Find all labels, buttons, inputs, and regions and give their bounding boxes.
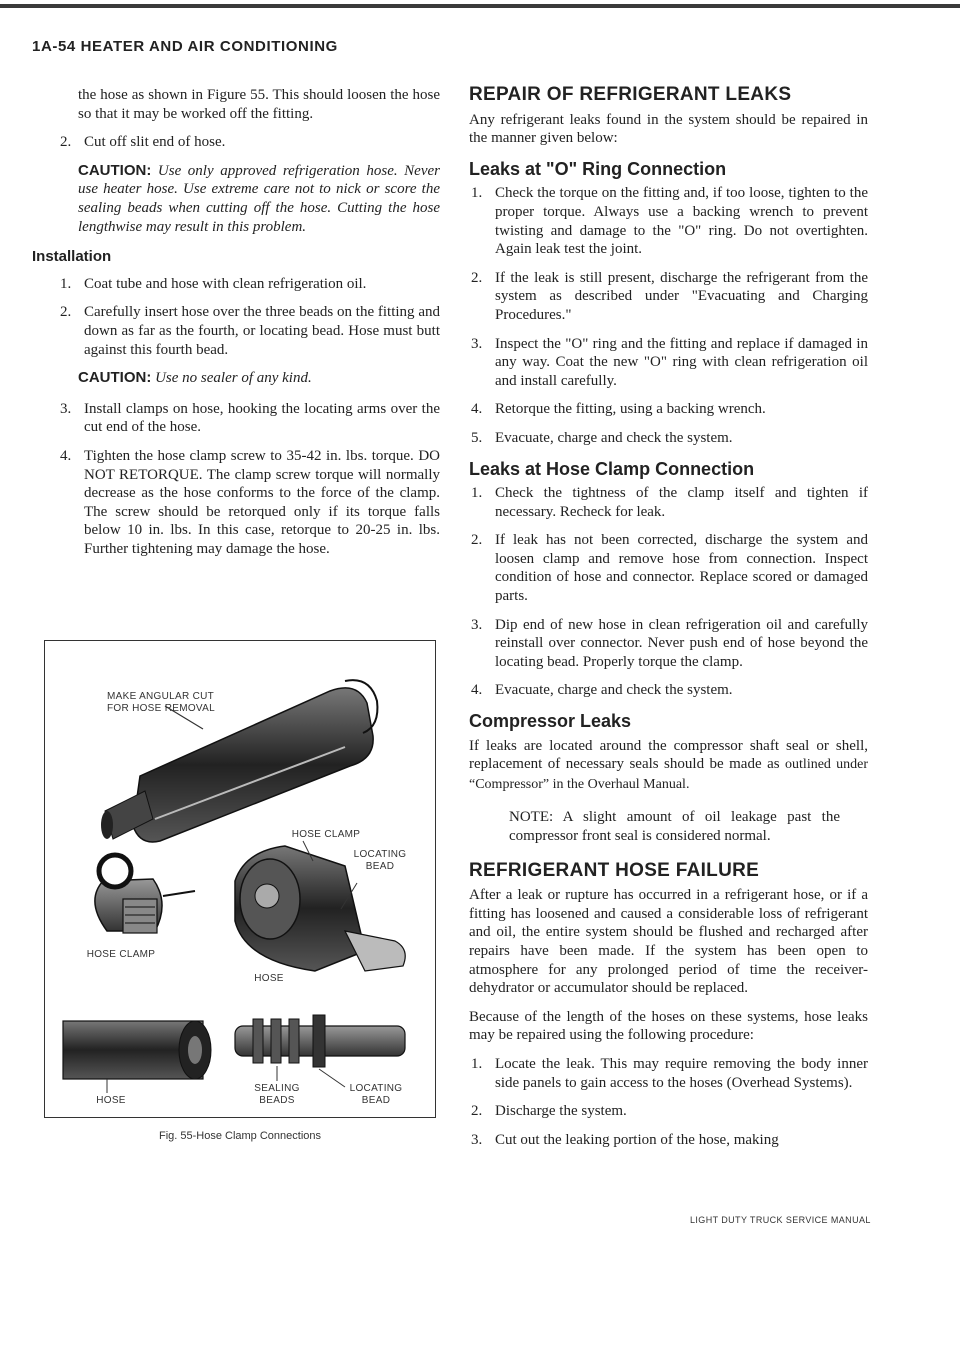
hose-clamp-steps [469,484,868,700]
caution-label: CAUTION: [78,369,152,387]
hose-clamp-drawing [95,855,195,933]
step-text: Evacuate, charge and check the system. [495,682,733,699]
hose-failure-paragraph-2: Because of the length of the hoses on these systems, hose leaks may be repaired using the following procedure: [469,1008,868,1044]
step-text: Dip end of new hose in clean refrigeration oil and carefully reinstall over connector. Never push end of hose beyond the locating bead. Properly torque the clamp. [495,616,868,670]
label-locating-bead-bottom: LOCATING BEAD [349,1083,403,1106]
step-text: Carefully insert hose over the three beads on the fitting and down as far as the fourth, or locating bead. Hose must butt against this fourth bead. [84,304,440,358]
step-number: 2. [471,532,483,549]
label-hose-mid: HOSE [254,973,284,984]
hose-repair-steps [469,1055,868,1149]
step-text: Check the tightness of the clamp itself and tighten if necessary. Recheck for leak. [495,485,868,520]
installation-steps [32,248,440,359]
intro-paragraph: the hose as shown in Figure 55. This should loosen the hose so that it may be worked off the fitting. [78,87,440,122]
step-text: Install clamps on hose, hooking the locating arms over the cut end of the hose. [84,400,440,436]
page-footer: LIGHT DUTY TRUCK SERVICE MANUAL [690,1215,871,1225]
step-text: Coat tube and hose with clean refrigeration oil. [84,275,367,292]
list-item [469,616,868,672]
step-number: 5. [471,429,483,446]
figure-caption: Fig. 55-Hose Clamp Connections [158,1130,322,1142]
installation-heading: Installation [32,248,112,266]
list-item [469,184,868,258]
list-item [469,681,868,700]
step-number: 3. [471,616,483,633]
hose-section-drawing [63,1021,211,1093]
step-text: If leak has not been corrected, discharge the system and loosen clamp and remove hose from connection. Inspect condition of hose and connector. Replace scored or damaged parts. [495,532,868,605]
caution-text: Use only approved refrigeration hose. Never use heater hose. Use extreme care not to nick or score the sealing beads when cutting off the hose. Cutting the hose lengthwise may result in this problem. [78,162,440,235]
step-number: 2. [60,304,72,321]
list-item [58,133,440,152]
step-number: 1. [471,1055,483,1072]
compressor-paragraph [469,737,868,795]
section-intro: Any refrigerant leaks found in the system should be repaired in the manner given below: [469,111,868,147]
hose-failure-paragraph: After a leak or rupture has occurred in a refrigerant hose, or if a fitting has loosened and caused a considerable loss of refrigerant and oil, the entire system should be flushed and recharged after repairs have been made. If the system has been open to atmosphere for any prolonged period of time the receiver-dehydrator or accumulator should be replaced. [469,887,868,997]
list-item [469,1055,868,1092]
caution-block [78,162,440,236]
section-title-refrigerant-leaks: REPAIR OF REFRIGERANT LEAKS [469,84,792,105]
list-item [469,1102,868,1121]
list-item [58,275,440,294]
step-text: Cut out the leaking portion of the hose, making [495,1131,779,1148]
step-number: 2. [60,134,72,151]
figure-55 [44,640,436,1118]
list-item [58,303,440,359]
step-text: Tighten the hose clamp screw to 35-42 in. lbs. torque. DO NOT RETORQUE. The clamp screw torque will normally decrease as the hose conforms to the force of the clamp. The screw should be retorqued only if its torque falls below 10 in. lbs. In this case, retorque to 20-25 in. lbs. Further tightening may damage the hose. [84,447,440,557]
o-ring-steps [469,184,868,447]
step-number: 3. [471,1131,483,1148]
step-number: 2. [471,269,483,286]
label-sealing-beads: SEALING BEADS [254,1083,300,1106]
caution-label: CAUTION: [78,161,152,179]
compressor-text: If leaks are located around the compressor shaft seal or shell, replacement of necessary seals should be made as [469,737,868,773]
label-angular-cut: MAKE ANGULAR CUT FOR HOSE REMOVAL [107,691,215,714]
subsection-title-o-ring: Leaks at "O" Ring Connection [469,158,727,179]
list-item [469,269,868,325]
list-item [469,531,868,605]
caution-text: Use no sealer of any kind. [155,370,312,387]
hose-clamp-illustration [45,641,434,1116]
step-text: Evacuate, charge and check the system. [495,429,733,446]
list-item [469,429,868,448]
note: NOTE: A slight amount of oil leakage past the compressor front seal is considered normal. [509,809,840,844]
fitting-beads-drawing [235,1015,405,1087]
list-item [58,447,440,559]
step-text: Discharge the system. [495,1103,627,1120]
step-text: Cut off slit end of hose. [84,134,226,151]
caution-block [78,369,440,388]
list-item [469,1131,868,1150]
label-hose-clamp-left: HOSE CLAMP [86,949,156,960]
list-item [469,335,868,391]
list-item [469,400,868,419]
section-title-hose-failure: REFRIGERANT HOSE FAILURE [469,859,760,881]
step-number: 3. [471,335,483,352]
list-item [469,484,868,521]
running-head: 1A-54 HEATER AND AIR CONDITIONING [32,38,338,55]
step-number: 4. [471,682,483,699]
step-number: 4. [471,401,483,418]
installation-steps-continued [58,400,440,559]
compressor-text-small: outlined under “Compressor” in the Overhaul Manual. [469,757,869,792]
step-number: 1. [471,185,483,202]
subsection-title-hose-clamp: Leaks at Hose Clamp Connection [469,458,755,479]
step-text: Locate the leak. This may require removing the body inner side panels to gain access to the hoses (Overhead Systems). [495,1055,868,1091]
label-locating-bead-top: LOCATING BEAD [353,849,407,872]
step-number: 3. [60,400,72,417]
list-item [58,400,440,437]
step-text: If the leak is still present, discharge the refrigerant from the system as described under "Evacuating and Charging Procedures." [495,269,868,323]
label-hose-bottom: HOSE [96,1095,126,1106]
step-number: 4. [60,447,72,464]
step-text: Retorque the fitting, using a backing wrench. [495,401,766,418]
step-number: 1. [471,485,483,502]
subsection-title-compressor: Compressor Leaks [469,711,632,732]
step-number: 1. [60,275,72,292]
top-rule [0,4,960,8]
removal-steps [58,133,440,152]
left-column [32,86,440,568]
step-text: Inspect the "O" ring and the fitting and replace if damaged in any way. Coat the new "O" ring with clean refrigeration oil and install carefully. [495,335,868,389]
step-number: 2. [471,1103,483,1120]
step-text: Check the torque on the fitting and, if too loose, tighten to the proper torque. Always use a backing wrench to prevent twisting and damage to the "O" ring. Do not overtighten. Again leak test the joint. [495,185,868,258]
right-column [469,86,868,1159]
label-hose-clamp-top: HOSE CLAMP [291,829,361,840]
